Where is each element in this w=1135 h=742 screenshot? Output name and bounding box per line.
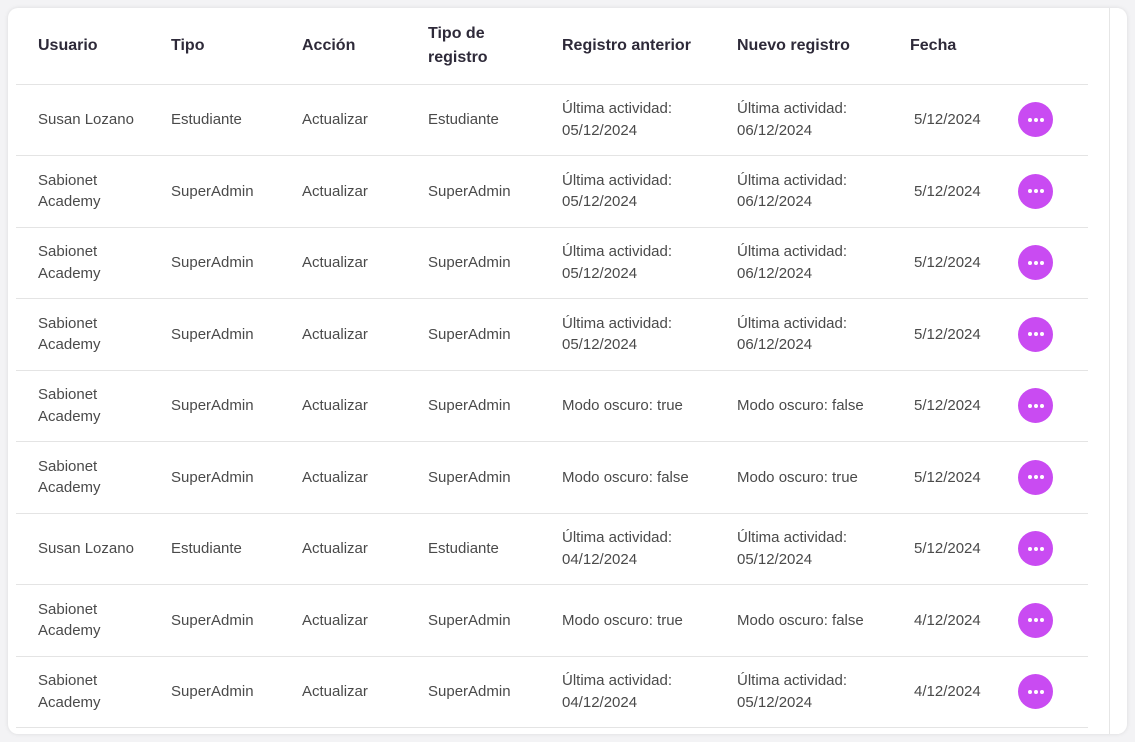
cell-accion-text: Actualizar <box>302 397 368 414</box>
cell-registro-anterior-text: Última actividad: 04/12/2024 <box>562 672 673 711</box>
cell-tipo-text: Estudiante <box>171 540 242 557</box>
cell-fecha <box>888 299 1008 371</box>
cell-registro-anterior-text: Última actividad: 04/12/2024 <box>562 529 673 568</box>
table-row <box>16 585 1088 657</box>
cell-tipo-registro-text: SuperAdmin <box>428 182 511 200</box>
table-row <box>16 156 1088 228</box>
cell-nuevo-registro <box>715 84 888 156</box>
cell-registro-anterior <box>540 370 715 442</box>
cell-fecha <box>888 513 1008 585</box>
cell-tipo-registro-text: SuperAdmin <box>428 325 511 343</box>
cell-accion <box>280 370 406 442</box>
cell-accion <box>280 84 406 156</box>
cell-accion <box>280 513 406 585</box>
cell-accion <box>280 656 406 728</box>
cell-usuario-text: Susan Lozano <box>38 111 134 128</box>
cell-accion <box>280 299 406 371</box>
table-row <box>16 656 1088 728</box>
column-header-accion: Acción <box>280 8 406 84</box>
cell-registro-anterior <box>540 227 715 299</box>
cell-nuevo-registro <box>715 299 888 371</box>
cell-accion <box>280 227 406 299</box>
cell-accion-text: Actualizar <box>302 182 368 200</box>
cell-usuario-text: Sabionet Academy <box>38 243 101 282</box>
cell-tipo-text: SuperAdmin <box>171 683 254 700</box>
cell-tipo-registro <box>406 156 540 228</box>
cell-registro-anterior-text: Modo oscuro: true <box>562 397 683 414</box>
cell-accion <box>280 585 406 657</box>
cell-accion <box>280 442 406 514</box>
cell-tipo-registro <box>406 84 540 156</box>
row-options-button[interactable] <box>1018 102 1053 137</box>
column-header-usuario: Usuario <box>16 8 149 84</box>
cell-usuario-text: Sabionet Academy <box>38 314 101 354</box>
cell-usuario-text: Sabionet Academy <box>38 672 101 711</box>
cell-registro-anterior-text: Última actividad: 05/12/2024 <box>562 243 673 282</box>
row-options-button[interactable] <box>1018 674 1053 709</box>
cell-fecha <box>888 656 1008 728</box>
cell-nuevo-registro-text: Modo oscuro: false <box>737 397 864 414</box>
cell-registro-anterior <box>540 585 715 657</box>
cell-fecha-text: 4/12/2024 <box>914 683 981 700</box>
cell-tipo-text: SuperAdmin <box>171 325 254 343</box>
cell-nuevo-registro <box>715 585 888 657</box>
cell-tipo <box>149 299 280 371</box>
cell-usuario-text: Sabionet Academy <box>38 171 101 211</box>
cell-fecha-text: 5/12/2024 <box>914 540 981 557</box>
cell-actions <box>1008 656 1088 728</box>
cell-nuevo-registro-text: Última actividad: 05/12/2024 <box>737 672 848 711</box>
cell-usuario <box>16 656 149 728</box>
table-row <box>16 370 1088 442</box>
row-options-button[interactable] <box>1018 531 1053 566</box>
cell-fecha-text: 5/12/2024 <box>914 111 981 128</box>
cell-registro-anterior-text: Modo oscuro: true <box>562 611 683 629</box>
more-horizontal-icon <box>1027 475 1045 479</box>
more-horizontal-icon <box>1027 189 1045 193</box>
column-header-actions <box>1008 8 1088 84</box>
table-body <box>16 84 1088 728</box>
audit-log-card <box>8 8 1127 734</box>
column-header-tipo-registro: Tipo de registro <box>406 8 540 84</box>
cell-nuevo-registro <box>715 370 888 442</box>
cell-nuevo-registro <box>715 442 888 514</box>
cell-accion-text: Actualizar <box>302 611 368 629</box>
cell-tipo-registro <box>406 513 540 585</box>
more-horizontal-icon <box>1027 332 1045 336</box>
cell-usuario-text: Sabionet Academy <box>38 386 101 425</box>
cell-accion <box>280 156 406 228</box>
row-options-button[interactable] <box>1018 317 1053 352</box>
cell-nuevo-registro-text: Última actividad: 06/12/2024 <box>737 314 848 354</box>
table-header <box>16 8 1088 84</box>
cell-tipo-text: SuperAdmin <box>171 254 254 271</box>
table-row <box>16 513 1088 585</box>
cell-tipo-registro-text: SuperAdmin <box>428 254 511 271</box>
cell-accion-text: Actualizar <box>302 683 368 700</box>
cell-tipo <box>149 656 280 728</box>
cell-accion-text: Actualizar <box>302 254 368 271</box>
cell-tipo-registro <box>406 370 540 442</box>
cell-tipo <box>149 442 280 514</box>
cell-tipo-registro-text: Estudiante <box>428 540 499 557</box>
more-horizontal-icon <box>1027 261 1045 265</box>
cell-usuario <box>16 299 149 371</box>
cell-registro-anterior-text: Modo oscuro: false <box>562 468 689 486</box>
cell-fecha <box>888 84 1008 156</box>
cell-usuario <box>16 156 149 228</box>
cell-registro-anterior <box>540 656 715 728</box>
cell-tipo-registro <box>406 442 540 514</box>
cell-usuario <box>16 227 149 299</box>
cell-fecha-text: 4/12/2024 <box>914 611 981 629</box>
cell-tipo-registro <box>406 585 540 657</box>
cell-nuevo-registro <box>715 656 888 728</box>
cell-fecha-text: 5/12/2024 <box>914 182 981 200</box>
cell-usuario-text: Sabionet Academy <box>38 457 101 497</box>
cell-accion-text: Actualizar <box>302 540 368 557</box>
cell-nuevo-registro <box>715 513 888 585</box>
cell-usuario-text: Sabionet Academy <box>38 600 101 640</box>
table-row <box>16 442 1088 514</box>
cell-fecha <box>888 442 1008 514</box>
row-options-button[interactable] <box>1018 245 1053 280</box>
cell-tipo <box>149 84 280 156</box>
column-header-tipo: Tipo <box>149 8 280 84</box>
cell-accion-text: Actualizar <box>302 468 368 486</box>
cell-registro-anterior <box>540 442 715 514</box>
header-row <box>16 8 1088 84</box>
cell-fecha-text: 5/12/2024 <box>914 325 981 343</box>
cell-registro-anterior <box>540 513 715 585</box>
cell-fecha-text: 5/12/2024 <box>914 254 981 271</box>
audit-log-table <box>16 8 1088 728</box>
more-horizontal-icon <box>1027 547 1045 551</box>
cell-tipo <box>149 156 280 228</box>
cell-nuevo-registro-text: Última actividad: 05/12/2024 <box>737 529 848 568</box>
cell-nuevo-registro-text: Modo oscuro: true <box>737 468 858 486</box>
vertical-scrollbar[interactable] <box>1109 8 1119 734</box>
cell-tipo-text: SuperAdmin <box>171 397 254 414</box>
cell-fecha <box>888 585 1008 657</box>
cell-tipo-registro <box>406 656 540 728</box>
cell-registro-anterior <box>540 84 715 156</box>
cell-tipo-registro <box>406 227 540 299</box>
cell-accion-text: Actualizar <box>302 111 368 128</box>
row-options-button[interactable] <box>1018 388 1053 423</box>
cell-tipo-registro-text: SuperAdmin <box>428 611 511 629</box>
row-options-button[interactable] <box>1018 603 1053 638</box>
cell-tipo-text: SuperAdmin <box>171 611 254 629</box>
cell-actions <box>1008 442 1088 514</box>
column-header-nuevo-registro: Nuevo registro <box>715 8 888 84</box>
cell-fecha <box>888 370 1008 442</box>
cell-tipo <box>149 513 280 585</box>
more-horizontal-icon <box>1027 118 1045 122</box>
cell-nuevo-registro-text: Última actividad: 06/12/2024 <box>737 171 848 211</box>
more-horizontal-icon <box>1027 404 1045 408</box>
table-row <box>16 84 1088 156</box>
cell-tipo <box>149 370 280 442</box>
cell-usuario <box>16 84 149 156</box>
cell-usuario <box>16 442 149 514</box>
table-row <box>16 227 1088 299</box>
cell-tipo-text: Estudiante <box>171 111 242 128</box>
column-header-fecha: Fecha <box>888 8 1008 84</box>
cell-nuevo-registro <box>715 156 888 228</box>
cell-registro-anterior-text: Última actividad: 05/12/2024 <box>562 314 673 354</box>
cell-nuevo-registro-text: Última actividad: 06/12/2024 <box>737 243 848 282</box>
column-header-registro-anterior: Registro anterior <box>540 8 715 84</box>
cell-registro-anterior <box>540 299 715 371</box>
cell-actions <box>1008 84 1088 156</box>
cell-tipo-text: SuperAdmin <box>171 182 254 200</box>
cell-actions <box>1008 513 1088 585</box>
table-row <box>16 299 1088 371</box>
cell-actions <box>1008 156 1088 228</box>
cell-tipo <box>149 585 280 657</box>
cell-accion-text: Actualizar <box>302 325 368 343</box>
cell-tipo-registro-text: Estudiante <box>428 111 499 128</box>
more-horizontal-icon <box>1027 690 1045 694</box>
cell-fecha <box>888 156 1008 228</box>
cell-nuevo-registro-text: Última actividad: 06/12/2024 <box>737 100 848 139</box>
cell-fecha-text: 5/12/2024 <box>914 397 981 414</box>
cell-usuario <box>16 585 149 657</box>
cell-nuevo-registro-text: Modo oscuro: false <box>737 611 864 629</box>
cell-usuario-text: Susan Lozano <box>38 540 134 557</box>
cell-tipo-registro-text: SuperAdmin <box>428 683 511 700</box>
cell-fecha <box>888 227 1008 299</box>
cell-tipo-text: SuperAdmin <box>171 468 254 486</box>
cell-registro-anterior-text: Última actividad: 05/12/2024 <box>562 171 673 211</box>
cell-usuario <box>16 370 149 442</box>
cell-actions <box>1008 585 1088 657</box>
row-options-button[interactable] <box>1018 460 1053 495</box>
cell-actions <box>1008 370 1088 442</box>
cell-tipo-registro-text: SuperAdmin <box>428 468 511 486</box>
cell-tipo <box>149 227 280 299</box>
cell-tipo-registro-text: SuperAdmin <box>428 397 511 414</box>
cell-registro-anterior-text: Última actividad: 05/12/2024 <box>562 100 673 139</box>
cell-actions <box>1008 227 1088 299</box>
more-horizontal-icon <box>1027 618 1045 622</box>
row-options-button[interactable] <box>1018 174 1053 209</box>
cell-fecha-text: 5/12/2024 <box>914 468 981 486</box>
cell-tipo-registro <box>406 299 540 371</box>
cell-registro-anterior <box>540 156 715 228</box>
cell-usuario <box>16 513 149 585</box>
cell-actions <box>1008 299 1088 371</box>
cell-nuevo-registro <box>715 227 888 299</box>
